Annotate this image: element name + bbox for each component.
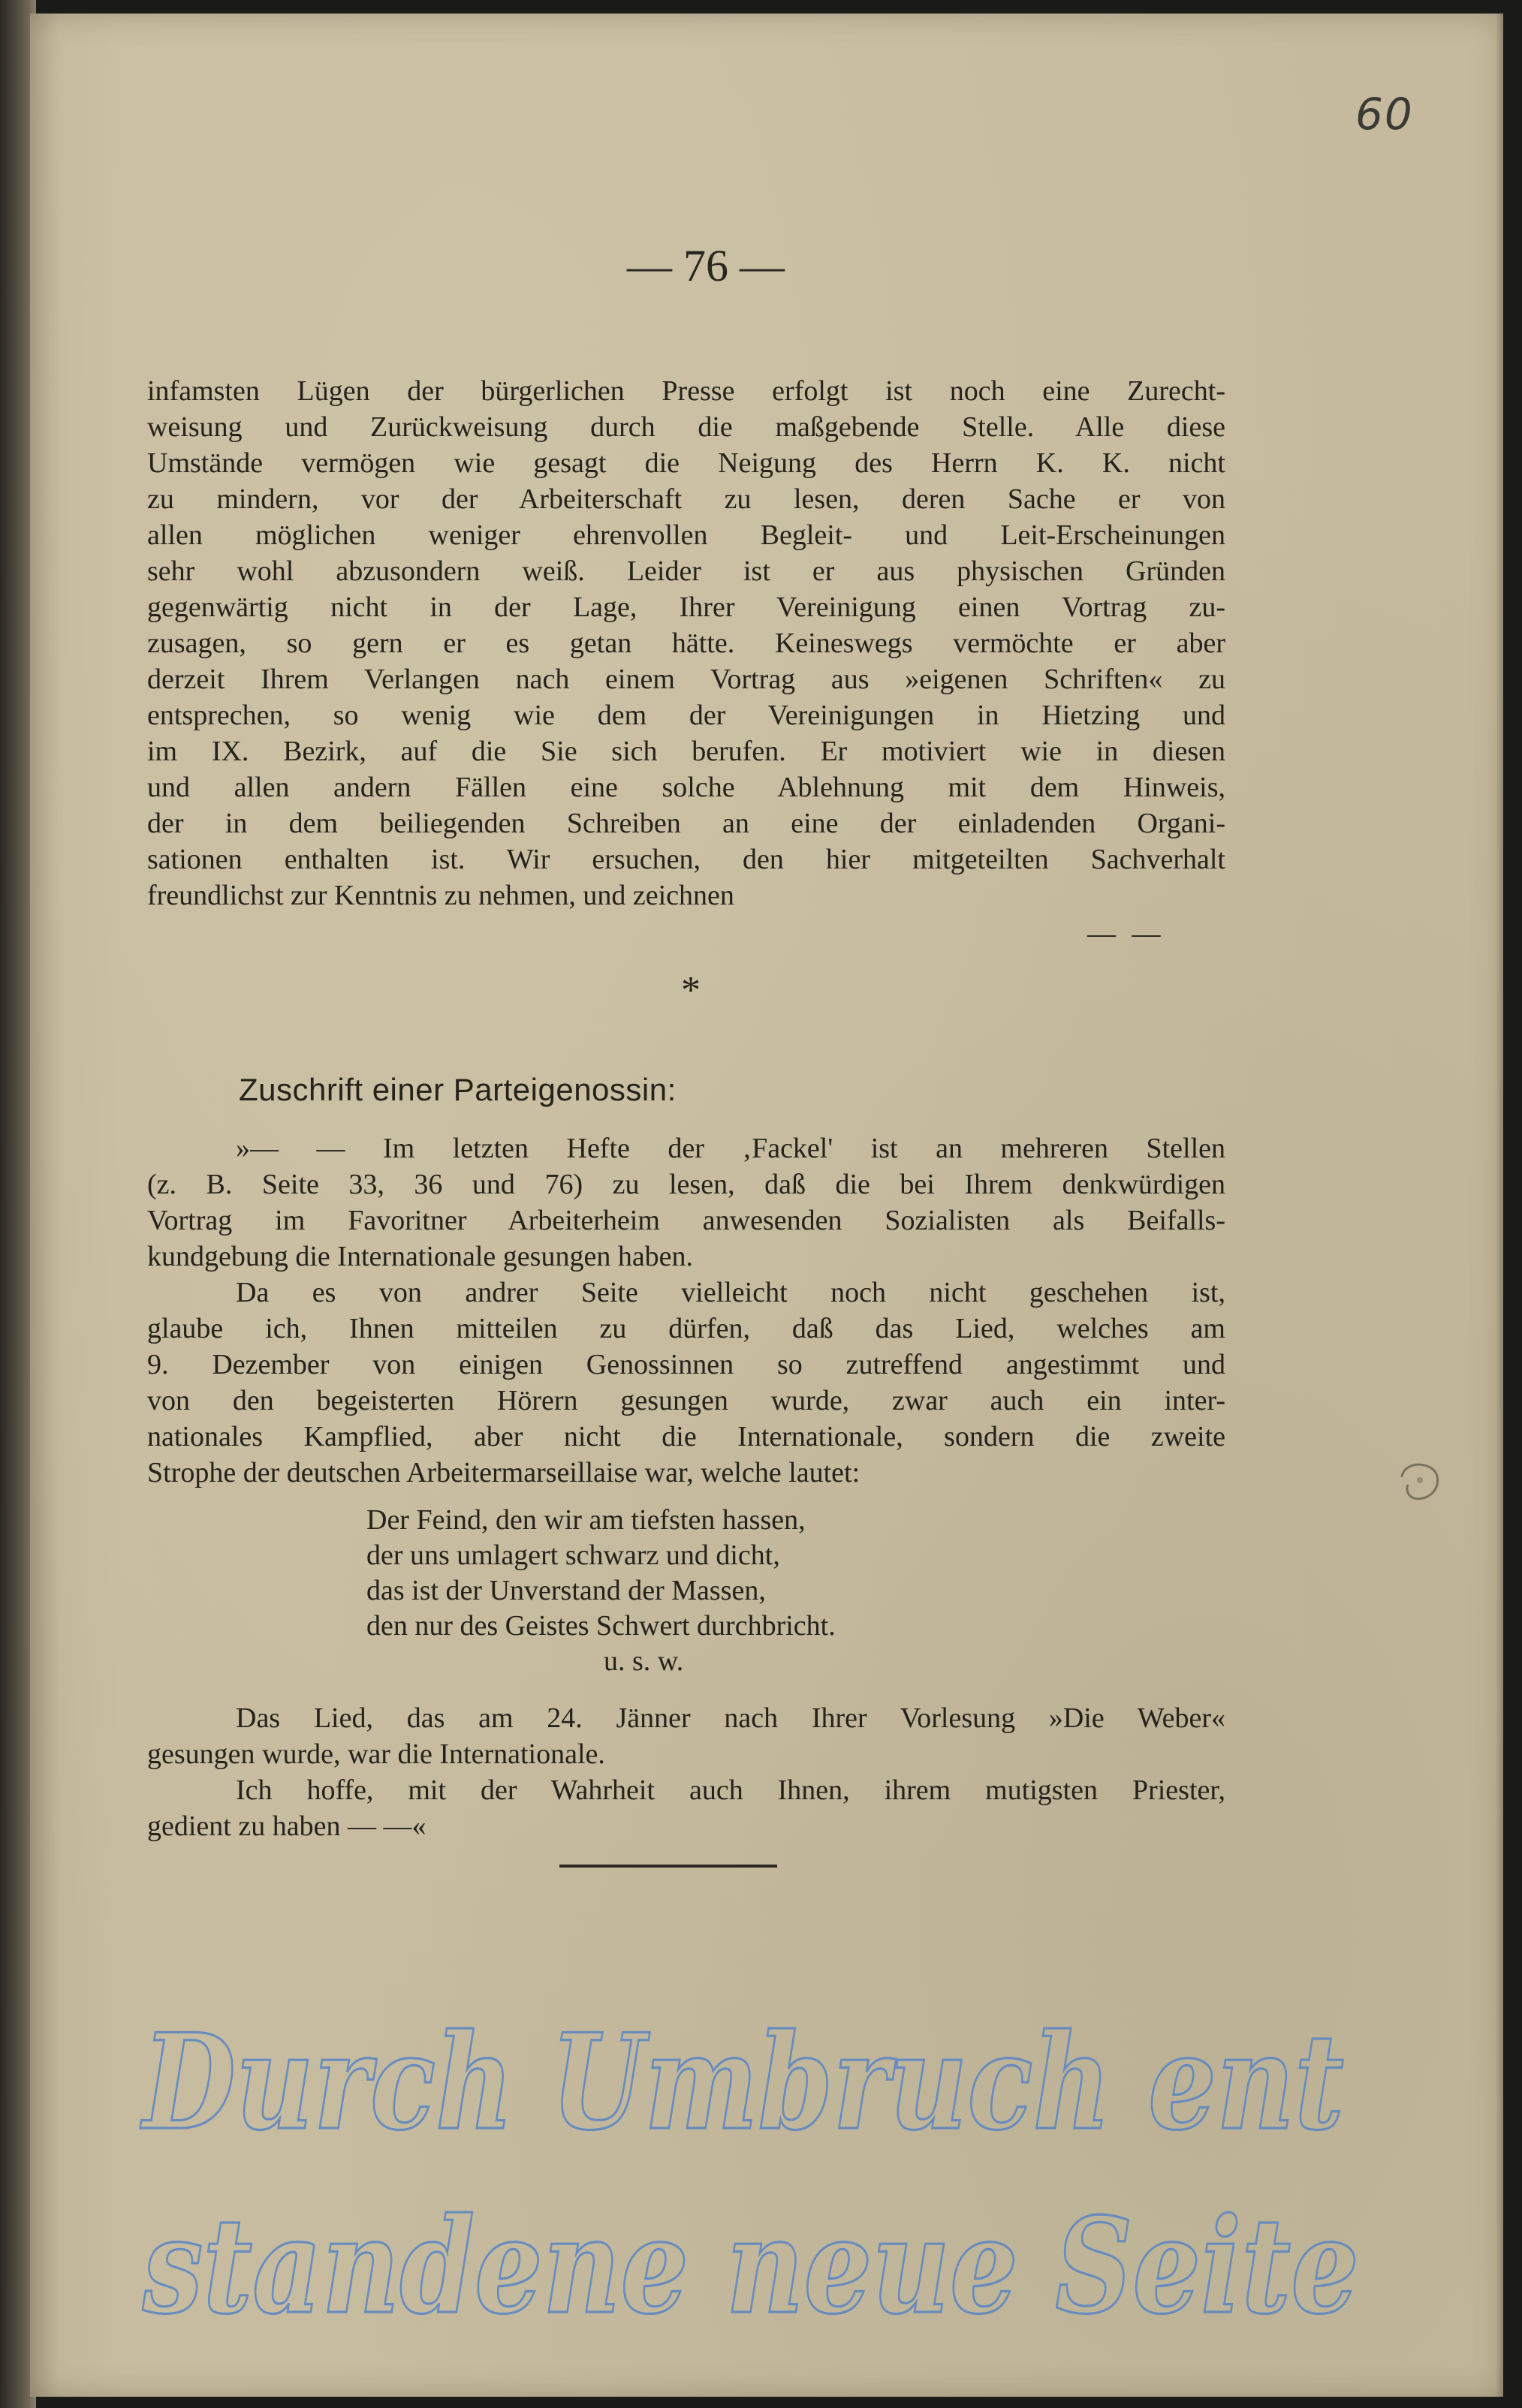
text-line: Da es von andrer Seite vielleicht noch nicht geschehen ist, xyxy=(236,1277,1225,1308)
verse-quote xyxy=(366,1503,1042,1679)
text-line: weisung und Zurückweisung durch die maßgebende Stelle. Alle diese xyxy=(147,411,1225,443)
text-line: Das Lied, das am 24. Jänner nach Ihrer Vorlesung »Die Weber« xyxy=(236,1702,1225,1734)
section-heading: Zuschrift einer Parteigenossin: xyxy=(239,1072,677,1107)
text-line: infamsten Lügen der bürgerlichen Presse erfolgt ist noch eine Zurecht- xyxy=(147,375,1225,407)
handwritten-annotation xyxy=(128,1997,1374,2342)
text-line: kundgebung die Internationale gesungen haben. xyxy=(147,1241,694,1272)
text-line: Ich hoffe, mit der Wahrheit auch Ihnen, ihrem mutigsten Priester, xyxy=(236,1774,1225,1806)
text-line: 9. Dezember von einigen Genossinnen so zutreffend angestimmt und xyxy=(147,1349,1225,1380)
text-line: gesungen wurde, war die Internationale. xyxy=(147,1738,605,1770)
text-line: und allen andern Fällen eine solche Ablehnung mit dem Hinweis, xyxy=(147,772,1225,803)
text-line: der in dem beiliegenden Schreiben an eine der einladenden Organi- xyxy=(147,808,1225,839)
closing-dashes: — — xyxy=(1087,918,1165,950)
text-line: zusagen, so gern er es getan hätte. Keineswegs vermöchte er aber xyxy=(147,628,1225,659)
text-line: freundlichst zur Kenntnis zu nehmen, und zeichnen xyxy=(147,880,734,911)
letter-paragraph xyxy=(147,1700,1225,1772)
text-line: allen möglichen weniger ehrenvollen Begleit- und Leit-Erscheinungen xyxy=(147,519,1225,551)
letter-paragraph xyxy=(147,1275,1225,1491)
text-line: nationales Kampflied, aber nicht die Internationale, sondern die zweite xyxy=(147,1421,1225,1452)
text-line: im IX. Bezirk, auf die Sie sich berufen. Er motiviert wie in diesen xyxy=(147,736,1225,767)
text-line: sehr wohl abzusondern weiß. Leider ist er aus physischen Gründen xyxy=(147,555,1225,587)
text-line: von den begeisterten Hörern gesungen wurde, zwar auch ein inter- xyxy=(147,1385,1225,1416)
letter-paragraph xyxy=(147,1772,1225,1844)
letter-paragraph xyxy=(147,1130,1225,1275)
text-line: Umstände vermögen wie gesagt die Neigung des Herrn K. K. nicht xyxy=(147,447,1225,479)
text-line: sationen enthalten ist. Wir ersuchen, den hier mitgeteilten Sachverhalt xyxy=(147,844,1225,875)
page-number: — 76 — xyxy=(627,241,785,290)
handwritten-line: Durch Umbruch ent xyxy=(139,2006,1344,2160)
text-line: gegenwärtig nicht in der Lage, Ihrer Vereinigung einen Vortrag zu- xyxy=(147,591,1225,623)
verse-line: der uns umlagert schwarz und dicht, xyxy=(366,1540,780,1571)
text-line: Vortrag im Favoritner Arbeiterheim anwesenden Sozialisten als Beifalls- xyxy=(147,1205,1225,1236)
verse-line: u. s. w. xyxy=(604,1645,684,1677)
handwritten-line: standene neue Seite xyxy=(142,2190,1360,2343)
handwritten-folio-number: 60 xyxy=(1355,89,1414,140)
horizontal-rule xyxy=(559,1865,777,1868)
page-edge-shadow xyxy=(1496,14,1503,2397)
text-line: »— — Im letzten Hefte der ‚Fackel' ist an mehreren Stellen xyxy=(236,1133,1225,1164)
stain-mark xyxy=(1393,1455,1445,1507)
section-separator: * xyxy=(681,969,701,1012)
text-line: glaube ich, Ihnen mitteilen zu dürfen, daß das Lied, welches am xyxy=(147,1313,1225,1344)
verse-line: Der Feind, den wir am tiefsten hassen, xyxy=(366,1504,806,1536)
verse-line: das ist der Unverstand der Massen, xyxy=(366,1575,766,1606)
text-line: gedient zu haben — —« xyxy=(147,1811,426,1842)
text-line: Strophe der deutschen Arbeitermarseillaise war, welche lautet: xyxy=(147,1457,860,1488)
paragraph-continuation xyxy=(147,373,1225,914)
text-line: derzeit Ihrem Verlangen nach einem Vortrag aus »eigenen Schriften« zu xyxy=(147,664,1225,695)
text-line: zu mindern, vor der Arbeiterschaft zu lesen, deren Sache er von xyxy=(147,483,1225,515)
text-line: entsprechen, so wenig wie dem der Vereinigungen in Hietzing und xyxy=(147,700,1225,731)
verse-line: den nur des Geistes Schwert durchbricht. xyxy=(366,1610,836,1642)
text-line: (z. B. Seite 33, 36 und 76) zu lesen, daß die bei Ihrem denkwürdigen xyxy=(147,1169,1225,1200)
